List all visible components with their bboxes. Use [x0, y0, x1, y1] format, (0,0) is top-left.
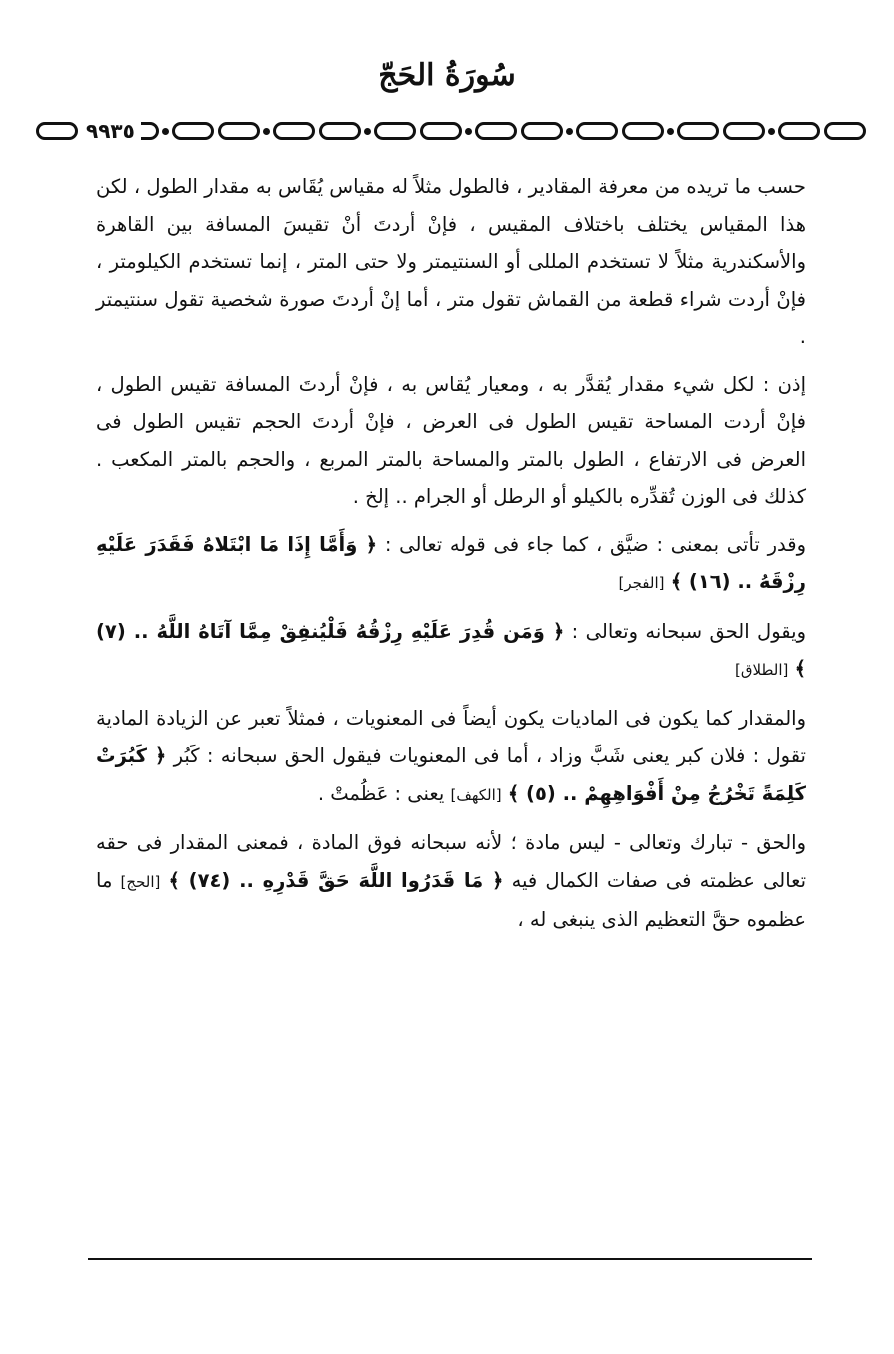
paragraph-1: حسب ما تريده من معرفة المقادير ، فالطول مثلاً له مقياس يُقَاس به مقدار الطول ، لكن هذا المقياس يختلف باختلاف المقيس ، فإنْ أردتَ أنْ تقيسَ المسافة بين القاهرة والأسكندرية مثلاً لا تستخدم المللى أو السنتيمتر ولا حتى المتر ، إنما تستخدم الكيلومتر ، فإنْ أردت شراء قطعة من القماش تقول متر ، أما إنْ أردتَ صورة شخصية تقول سنتيمتر .	[96, 175, 806, 348]
chain-link-ornament	[36, 122, 78, 140]
footer-rule	[88, 1258, 812, 1260]
surah-title: سُورَةُ الحَجّ	[378, 58, 516, 93]
chain-dot-ornament	[768, 128, 775, 135]
paragraph-6	[96, 824, 806, 939]
paragraph-6-after: ما عظموه حقَّ التعظيم الذى ينبغى له ،	[96, 868, 806, 931]
chain-dot-ornament	[566, 128, 573, 135]
paragraph-4-text: ويقول الحق سبحانه وتعالى :	[564, 619, 806, 643]
paragraph-3	[96, 526, 806, 603]
quran-verse: ﴿ وَمَن قُدِرَ عَلَيْهِ رِزْقُهُ فَلْيُنفِقْ مِمَّا آتَاهُ اللَّهُ .. (٧) ﴾	[96, 619, 806, 680]
paragraph-5-after: يعنى : عَظُمتْ .	[317, 781, 451, 805]
chain-dot-ornament	[162, 128, 169, 135]
paragraph-3-text: وقدر تأتى بمعنى : ضيَّق ، كما جاء فى قوله تعالى :	[377, 532, 806, 556]
paragraph-4	[96, 613, 806, 690]
chain-dot-ornament	[364, 128, 371, 135]
paragraph-5-text: والمقدار كما يكون فى الماديات يكون أيضاً فى المعنويات ، فمثلاً تعبر عن الزيادة المادية تقول : فلان كبر يعنى شَبَّ وزاد ، أما فى المعنويات فيقول الحق سبحانه : كَبُر	[96, 706, 806, 767]
surah-reference: [الطلاق]	[735, 661, 789, 679]
chain-link-ornament	[172, 122, 214, 140]
chain-link-ornament	[778, 122, 820, 140]
chain-dot-ornament	[667, 128, 674, 135]
page-body	[96, 168, 806, 949]
surah-reference: [الحج]	[120, 872, 161, 891]
surah-reference: [الفجر]	[618, 574, 665, 592]
decorative-border	[34, 118, 868, 144]
chain-link-ornament	[677, 122, 719, 140]
chain-link-ornament	[218, 122, 260, 140]
ornament-chain	[141, 122, 868, 140]
surah-reference: [الكهف]	[450, 785, 502, 804]
chain-dot-ornament	[465, 128, 472, 135]
chain-link-ornament	[723, 122, 765, 140]
chain-link-ornament	[824, 122, 866, 140]
chain-link-ornament	[576, 122, 618, 140]
paragraph-2: إذن : لكل شيء مقدار يُقدَّر به ، ومعيار يُقاس به ، فإنْ أردتَ المسافة تقيس الطول ، فإنْ أردت المساحة تقيس الطول فى العرض ، فإنْ أردتَ الحجم تقيس الطول فى العرض فى الارتفاع ، الطول بالمتر والمساحة بالمتر المربع ، والحجم بالمتر المكعب . كذلك فى الوزن تُقدِّره بالكيلو أو الرطل أو الجرام .. إلخ .	[96, 372, 806, 508]
paragraph-6-text: والحق - تبارك وتعالى - ليس مادة ؛ لأنه سبحانه فوق المادة ، فمعنى المقدار فى حقه تعالى عظمته فى صفات الكمال فيه	[96, 831, 807, 892]
chain-link-ornament	[319, 122, 361, 140]
chain-link-ornament	[273, 122, 315, 140]
chain-link-ornament	[374, 122, 416, 140]
chain-link-ornament	[420, 122, 462, 140]
quran-verse: ﴿ كَبُرَتْ كَلِمَةً تَخْرُجُ مِنْ أَفْوَاهِهِمْ .. (٥) ﴾	[96, 744, 806, 805]
page-number: ٩٩٣٥	[86, 119, 135, 143]
chain-link-ornament	[475, 122, 517, 140]
paragraph-5	[96, 700, 806, 815]
chain-dot-ornament	[263, 128, 270, 135]
chain-link-ornament	[622, 122, 664, 140]
chain-link-ornament	[141, 122, 159, 140]
quran-verse: ﴿ مَا قَدَرُوا اللَّهَ حَقَّ قَدْرِهِ .. (٧٤) ﴾	[168, 868, 504, 892]
chain-link-ornament	[521, 122, 563, 140]
quran-verse: ﴿ وَأَمَّا إِذَا مَا ابْتَلاهُ فَقَدَرَ عَلَيْهِ رِزْقَهُ .. (١٦) ﴾	[96, 532, 806, 593]
